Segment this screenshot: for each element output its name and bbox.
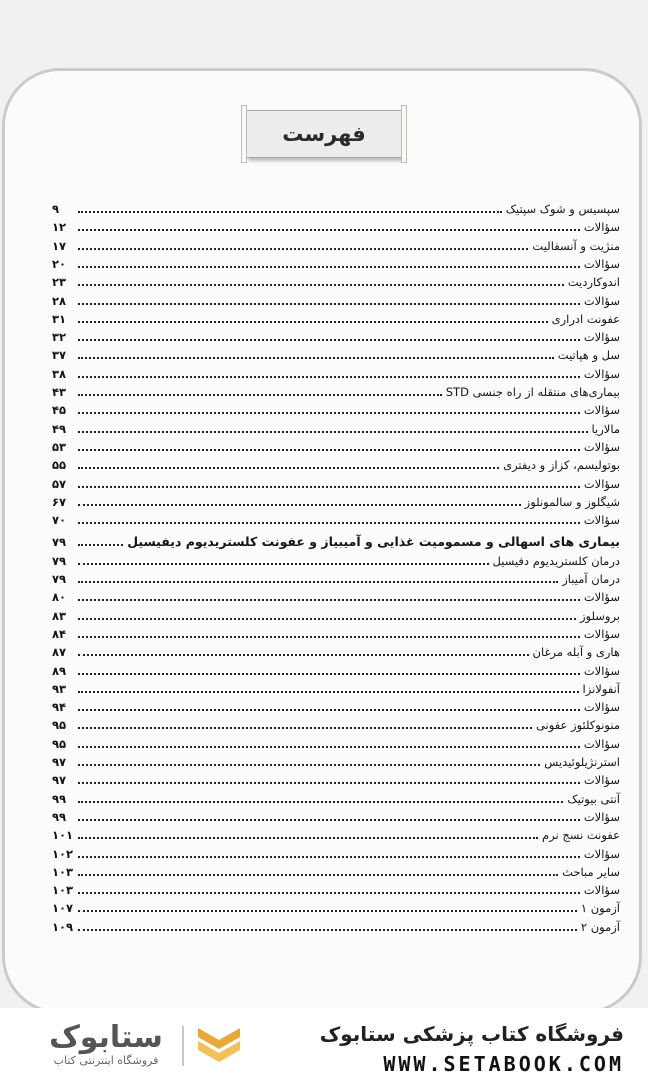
toc-entry-title: بوتولیسم، کزاز و دیفتری xyxy=(503,458,620,473)
dot-leader xyxy=(78,338,580,341)
toc-entry xyxy=(52,529,620,549)
toc-entry-title: سل و هپاتیت xyxy=(557,348,620,363)
toc-entry-title: درمان کلستریدیوم دفیسیل xyxy=(492,553,620,568)
toc-entry xyxy=(52,489,620,509)
toc-entry xyxy=(52,804,620,824)
toc-entry-page: ۹۵ xyxy=(52,718,67,733)
toc-entry-page: ۱۲ xyxy=(52,220,67,235)
toc-entry xyxy=(52,712,620,732)
toc-entry xyxy=(52,639,620,659)
logo-tagline: فروشگاه اینترنتی کتاب xyxy=(53,1054,159,1067)
toc-entry-title: سؤالات xyxy=(583,736,620,751)
toc-entry xyxy=(52,196,620,216)
dot-leader xyxy=(78,485,580,488)
toc-entry-page: ۸۷ xyxy=(52,645,67,660)
dot-leader xyxy=(78,448,580,451)
toc-entry-title: منژیت و آنسفالیت xyxy=(532,238,620,253)
toc-entry-page: ۸۳ xyxy=(52,608,67,623)
toc-entry xyxy=(52,895,620,915)
dot-leader xyxy=(78,653,529,656)
toc-entry-page: ۳۱ xyxy=(52,311,67,326)
toc-entry-title: استرنژیلوئیدیس xyxy=(544,755,620,769)
toc-entry-page: ۱۰۹ xyxy=(52,919,74,934)
dot-leader xyxy=(78,763,540,766)
toc-entry xyxy=(52,603,620,623)
toc-entry-page: ۱۰۳ xyxy=(52,883,74,898)
logo-wordmark: ستابوک xyxy=(49,1020,163,1055)
footer-banner xyxy=(0,1008,648,1080)
toc-entry-page: ۷۹ xyxy=(52,572,67,586)
dot-leader xyxy=(78,635,580,638)
toc-entry-page: ۸۹ xyxy=(52,663,67,678)
toc-entry-title: سؤالات xyxy=(583,590,620,605)
toc-entry-title: هاری و آبله مرغان xyxy=(532,645,620,660)
dot-leader xyxy=(78,617,576,620)
dot-leader xyxy=(78,726,532,729)
toc-entry-page: ۹۹ xyxy=(52,809,67,824)
toc-entry-title: سپسیس و شوک سپتیک xyxy=(505,202,620,216)
toc-entry-page: ۷۹ xyxy=(52,535,67,550)
toc-entry-page: ۳۷ xyxy=(52,348,67,363)
toc-entry-title: بروسلوز xyxy=(579,608,620,623)
toc-entry-page: ۹۳ xyxy=(52,681,67,696)
toc-entry-page: ۴۵ xyxy=(52,403,67,418)
toc-entry-title: سؤالات xyxy=(583,330,620,345)
toc-entry-title: مالاریا xyxy=(591,421,620,436)
toc-entry-page: ۲۳ xyxy=(52,275,67,290)
dot-leader xyxy=(78,690,579,693)
toc-entry-title: سؤالات xyxy=(583,220,620,235)
dot-leader xyxy=(78,466,499,469)
dot-leader xyxy=(78,393,442,396)
dot-leader xyxy=(78,800,563,803)
toc-entry-title: سؤالات xyxy=(583,366,620,381)
dot-leader xyxy=(78,891,580,894)
toc-entry-title: سؤالات xyxy=(583,293,620,308)
toc-entry-title: آنفولانزا xyxy=(582,681,620,696)
toc-entry xyxy=(52,767,620,787)
toc-entry-title: عفونت نسج نرم xyxy=(542,828,620,843)
toc-entry-page: ۱۰۲ xyxy=(52,846,74,861)
toc-entry-title: سؤالات xyxy=(583,439,620,454)
toc-entry xyxy=(52,548,620,568)
toc-entry xyxy=(52,584,620,604)
dot-leader xyxy=(78,855,580,858)
toc-entry xyxy=(52,214,620,234)
dot-leader xyxy=(78,598,580,601)
toc-entry-page: ۹ xyxy=(52,202,60,216)
toc-entry-title: آزمون ۲ xyxy=(580,919,620,934)
toc-entry xyxy=(52,379,620,399)
toc-entry xyxy=(52,324,620,344)
toc-entry-page: ۱۰۱ xyxy=(52,828,74,843)
toc-entry-page: ۷۰ xyxy=(52,513,67,528)
toc-entry xyxy=(52,434,620,454)
toc-entry-page: ۳۸ xyxy=(52,366,67,381)
dot-leader xyxy=(78,672,580,675)
toc-entry-page: ۹۷ xyxy=(52,773,67,788)
dot-leader xyxy=(78,580,558,583)
toc-entry xyxy=(52,471,620,491)
toc-entry-title: سؤالات xyxy=(583,773,620,788)
toc-entry xyxy=(52,914,620,934)
dot-leader xyxy=(78,265,580,268)
toc-entry xyxy=(52,694,620,714)
chevron-logo-icon xyxy=(196,1024,242,1066)
dot-leader xyxy=(78,873,558,876)
dot-leader xyxy=(78,302,580,305)
dot-leader xyxy=(78,708,580,711)
toc-entry xyxy=(52,658,620,678)
page-title: فهرست xyxy=(246,110,402,158)
toc-entry-title: سؤالات xyxy=(583,513,620,528)
table-of-contents xyxy=(52,196,620,966)
toc-entry-page: ۸۰ xyxy=(52,590,67,605)
toc-entry-page: ۹۵ xyxy=(52,736,67,751)
toc-entry xyxy=(52,361,620,381)
toc-entry-title: اندوکاردیت xyxy=(567,275,620,290)
toc-entry xyxy=(52,859,620,879)
toc-entry xyxy=(52,397,620,417)
dot-leader xyxy=(78,430,588,433)
toc-entry-title: منونوکلئوز عفونی xyxy=(535,718,620,733)
toc-entry-page: ۲۰ xyxy=(52,256,67,271)
toc-entry xyxy=(52,877,620,897)
toc-entry xyxy=(52,288,620,308)
dot-leader xyxy=(78,320,548,323)
toc-entry-page: ۹۴ xyxy=(52,700,67,715)
dot-leader xyxy=(78,562,489,565)
toc-entry xyxy=(52,416,620,436)
toc-entry-page: ۵۳ xyxy=(52,439,67,454)
dot-leader xyxy=(78,836,538,839)
toc-entry-page: ۹۷ xyxy=(52,755,67,769)
toc-entry-title: سؤالات xyxy=(583,700,620,715)
toc-entry xyxy=(52,566,620,586)
dot-leader xyxy=(78,375,580,378)
toc-entry-title: سؤالات xyxy=(583,663,620,678)
toc-entry xyxy=(52,269,620,289)
dot-leader xyxy=(78,210,502,213)
logo xyxy=(36,1022,176,1070)
dot-leader xyxy=(78,228,580,231)
toc-entry-title: سایر مباحث xyxy=(562,864,620,879)
brand-url[interactable]: WWW.SETABOOK.COM xyxy=(383,1052,624,1076)
toc-entry-page: ۴۳ xyxy=(52,385,67,399)
toc-entry-page: ۱۷ xyxy=(52,238,67,253)
toc-entry xyxy=(52,452,620,472)
toc-entry-title: سؤالات xyxy=(583,846,620,861)
toc-entry-title: سؤالات xyxy=(583,403,620,418)
toc-entry xyxy=(52,749,620,769)
toc-entry-page: ۲۸ xyxy=(52,293,67,308)
toc-entry-title: سؤالات xyxy=(583,256,620,271)
toc-entry xyxy=(52,786,620,806)
dot-leader xyxy=(78,247,528,250)
dot-leader xyxy=(78,411,580,414)
brand-name: فروشگاه کتاب پزشکی ستابوک xyxy=(319,1022,624,1046)
toc-entry-title: سؤالات xyxy=(583,883,620,898)
toc-entry-title: آنتی بیوتیک xyxy=(567,791,620,806)
logo-divider xyxy=(182,1026,184,1066)
toc-entry-page: ۵۷ xyxy=(52,476,67,491)
toc-entry-title: سؤالات xyxy=(583,626,620,641)
toc-entry-title: شیگلوز و سالمونلوز xyxy=(524,494,620,509)
toc-entry xyxy=(52,822,620,842)
toc-entry-title: آزمون ۱ xyxy=(580,901,620,916)
toc-entry-title: سؤالات xyxy=(583,476,620,491)
toc-entry-title: عفونت ادراری xyxy=(551,311,620,326)
toc-entry xyxy=(52,233,620,253)
dot-leader xyxy=(78,928,577,931)
dot-leader xyxy=(78,503,521,506)
toc-entry xyxy=(52,841,620,861)
dot-leader xyxy=(78,543,123,546)
toc-entry-title: بیماری‌های منتقله از راه جنسی STD xyxy=(445,385,620,399)
brand-block xyxy=(320,1022,624,1076)
toc-entry xyxy=(52,507,620,527)
toc-entry-title: بیماری های اسهالی و مسمومیت غذایی و آمیبیاز و عفونت کلستریدیوم دیفیسیل xyxy=(127,534,620,550)
toc-entry-page: ۱۰۷ xyxy=(52,901,74,916)
toc-entry xyxy=(52,676,620,696)
toc-entry-page: ۹۹ xyxy=(52,791,67,806)
dot-leader xyxy=(78,356,554,359)
dot-leader xyxy=(78,283,564,286)
toc-entry-page: ۸۴ xyxy=(52,626,67,641)
dot-leader xyxy=(78,745,580,748)
dot-leader xyxy=(78,818,580,821)
toc-entry-title: درمان آمیباز xyxy=(562,572,620,586)
toc-entry-page: ۵۵ xyxy=(52,458,67,473)
toc-entry-page: ۷۹ xyxy=(52,553,67,568)
toc-entry-page: ۱۰۳ xyxy=(52,864,74,879)
toc-entry-page: ۴۹ xyxy=(52,421,67,436)
toc-entry xyxy=(52,342,620,362)
toc-entry xyxy=(52,731,620,751)
dot-leader xyxy=(78,781,580,784)
toc-entry xyxy=(52,306,620,326)
dot-leader xyxy=(78,521,580,524)
toc-entry-page: ۶۷ xyxy=(52,494,67,509)
toc-entry-page: ۳۲ xyxy=(52,330,67,345)
dot-leader xyxy=(78,909,577,912)
toc-entry-title: سؤالات xyxy=(583,809,620,824)
toc-entry xyxy=(52,251,620,271)
toc-entry xyxy=(52,621,620,641)
